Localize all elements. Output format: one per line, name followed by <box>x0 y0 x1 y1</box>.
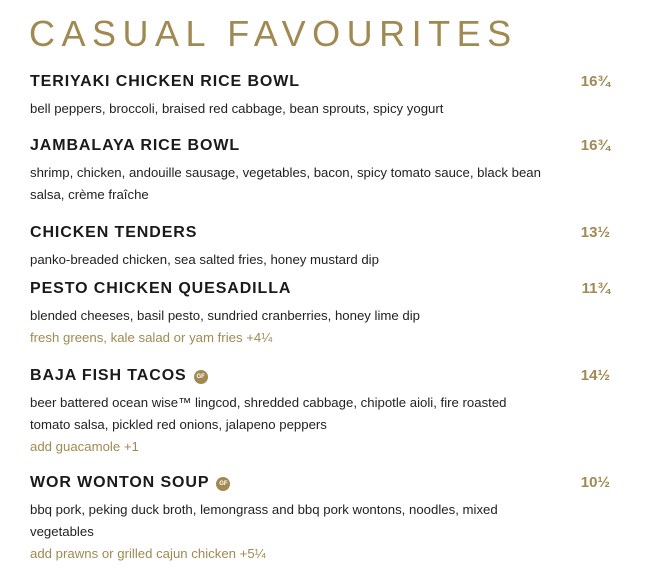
menu-item <box>30 471 610 565</box>
menu-item-addon: fresh greens, kale salad or yam fries +4¼ <box>30 330 273 345</box>
menu-item-description: beer battered ocean wise™ lingcod, shredded cabbage, chipotle aioli, fire roasted tomato salsa, pickled red onions, jalapeno peppers <box>30 395 507 432</box>
menu-item <box>30 70 610 120</box>
menu-item <box>30 277 610 349</box>
menu-item-addon: add guacamole +1 <box>30 439 139 454</box>
menu-item-header <box>30 70 610 94</box>
menu-item-description: panko-breaded chicken, sea salted fries, honey mustard dip <box>30 252 379 267</box>
menu-item-name: TERIYAKI CHICKEN RICE BOWL <box>30 73 300 90</box>
menu-item-description: bell peppers, broccoli, braised red cabbage, bean sprouts, spicy yogurt <box>30 101 444 116</box>
menu-item-description: shrimp, chicken, andouille sausage, vegetables, bacon, spicy tomato sauce, black bean salsa, crème fraîche <box>30 165 541 202</box>
menu-item-price: 16¾ <box>580 137 610 154</box>
menu-item <box>30 134 610 206</box>
menu-item-price: 16¾ <box>580 73 610 90</box>
menu-item-name: PESTO CHICKEN QUESADILLA <box>30 280 292 297</box>
menu-item-name-text: WOR WONTON SOUP <box>30 474 210 491</box>
menu-item-header <box>30 277 610 301</box>
section-title: CASUAL FAVOURITES <box>29 13 518 54</box>
menu-item-name-text: BAJA FISH TACOS <box>30 367 187 384</box>
menu-item <box>30 364 610 458</box>
menu-item-name <box>30 471 230 495</box>
menu-item-description: blended cheeses, basil pesto, sundried cranberries, honey lime dip <box>30 308 420 323</box>
menu-item-description: bbq pork, peking duck broth, lemongrass and bbq pork wontons, noodles, mixed vegetables <box>30 502 498 539</box>
menu-item-header <box>30 364 610 388</box>
gluten-free-icon: GF <box>194 370 208 384</box>
menu-item-name <box>30 364 208 388</box>
menu-item-header <box>30 134 610 158</box>
menu-item-addon: add prawns or grilled cajun chicken +5¼ <box>30 546 266 561</box>
menu-item-header <box>30 221 610 245</box>
menu-item-name: JAMBALAYA RICE BOWL <box>30 137 241 154</box>
menu-item-price: 10½ <box>580 474 610 491</box>
menu-item-price: 11¾ <box>581 280 610 297</box>
menu-item-price: 13½ <box>580 224 610 241</box>
menu-item-header <box>30 471 610 495</box>
gluten-free-icon: GF <box>216 477 230 491</box>
menu-item-price: 14½ <box>580 367 610 384</box>
menu-item <box>30 221 610 271</box>
menu-item-name: CHICKEN TENDERS <box>30 224 198 241</box>
